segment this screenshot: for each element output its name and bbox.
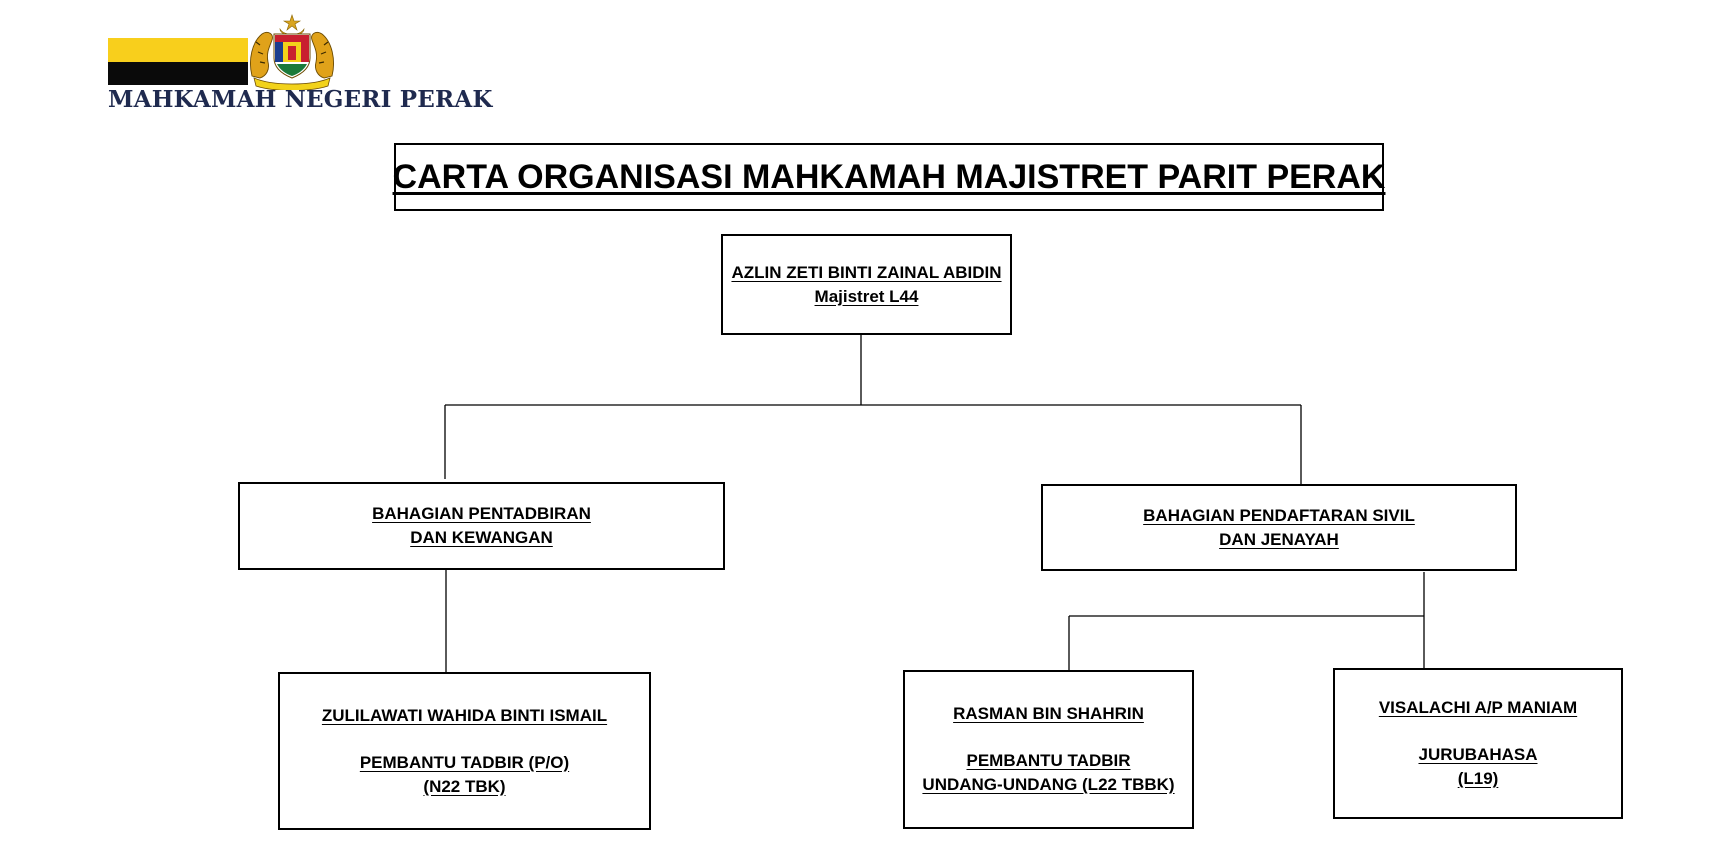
registry-staff-1-name: RASMAN BIN SHAHRIN	[953, 704, 1144, 723]
registry-staff-1-grade: UNDANG-UNDANG (L22 TBBK)	[922, 775, 1175, 794]
node-head-magistrate	[721, 234, 1012, 335]
admin-division-line2: DAN KEWANGAN	[410, 528, 553, 547]
admin-staff-name: ZULILAWATI WAHIDA BINTI ISMAIL	[321, 705, 608, 725]
organisation-name: MAHKAMAH NEGERI PERAK	[108, 86, 493, 113]
admin-division-line1: BAHAGIAN PENTADBIRAN	[372, 504, 591, 523]
node-admin-division	[238, 482, 725, 570]
node-registry-staff-1	[903, 670, 1194, 829]
head-position: Majistret L44	[814, 286, 919, 306]
registry-staff-2-name: VISALACHI A/P MANIAM	[1378, 698, 1578, 717]
admin-staff-grade: (N22 TBK)	[423, 776, 506, 796]
registry-staff-2-position: JURUBAHASA	[1418, 745, 1538, 764]
chart-title: CARTA ORGANISASI MAHKAMAH MAJISTRET PARIT PERAK	[392, 157, 1386, 196]
node-registry-division	[1041, 484, 1517, 571]
head-name: AZLIN ZETI BINTI ZAINAL ABIDIN	[731, 262, 1002, 282]
registry-division-line1: BAHAGIAN PENDAFTARAN SIVIL	[1143, 505, 1415, 525]
registry-division-line2: DAN JENAYAH	[1219, 529, 1339, 549]
registry-staff-2-grade: (L19)	[1457, 769, 1499, 788]
node-admin-staff	[278, 672, 651, 830]
node-registry-staff-2	[1333, 668, 1623, 819]
admin-staff-position: PEMBANTU TADBIR (P/O)	[359, 752, 570, 772]
registry-staff-1-position: PEMBANTU TADBIR	[966, 751, 1131, 770]
